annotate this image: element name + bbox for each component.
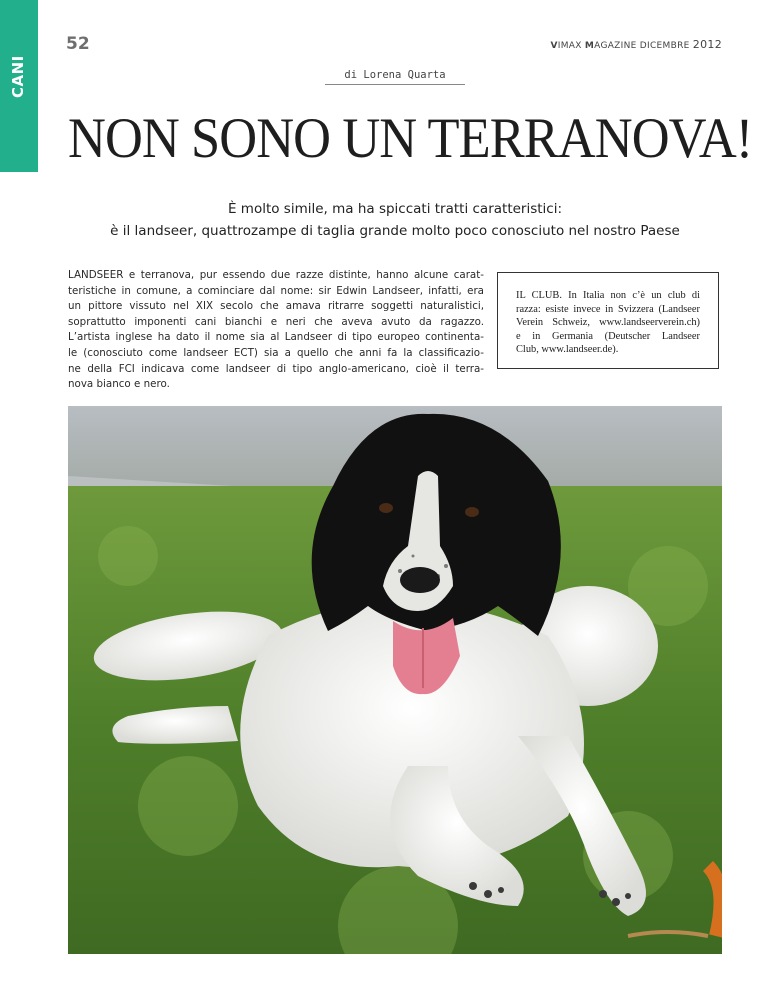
body-line: LANDSEER e terranova, pur essendo due razze distinte, hanno alcune carat- [68,269,484,281]
subtitle-line-2: è il landseer, quattrozampe di taglia grande molto poco conosciuto nel nostro Paese [110,223,680,239]
byline-rule [325,84,465,85]
magazine-masthead [550,38,722,51]
body-line: L’artista inglese ha dato il nome sia al Landseer di tipo europeo continenta- [68,331,484,344]
section-tab [0,0,38,172]
club-line: IL CLUB. In Italia non c’è un club di [516,290,700,301]
club-sidebar-box [497,272,719,369]
body-line: ne della FCI indicava come landseer di tipo anglo-americano, cioè il terra- [68,362,484,375]
subtitle-line-1: È molto simile, ma ha spiccati tratti caratteristici: [227,201,563,217]
body-line: soprattutto imponenti cani bianchi e neri che aveva avuto da ragazzo. [68,315,484,328]
club-line: e in Germania (Deutscher Landseer [516,330,700,342]
headline: NON SONO UN TERRANOVA! [68,107,753,170]
body-line: nova bianco e nero. [68,378,170,391]
page-number: 52 [66,34,90,54]
subtitle [60,198,730,242]
masthead-imax: IMAX [557,41,582,51]
body-line: un pittore vissuto nel XIX secolo che amava ritrarre soggetti naturalistici, [68,300,484,313]
body-text [68,268,484,393]
body-line: le (conosciuto come landseer ECT) sia a quello che anni fa la classificazio- [68,346,484,359]
section-label: CANI [9,55,27,98]
body-line: teristiche in comune, a cominciare dal nome: sir Edwin Landseer, infatti, era [68,284,484,297]
dog-photo-illustration [68,406,722,954]
masthead-month: DICEMBRE [639,41,690,51]
club-line: razza: esiste invece in Svizzera (Landseer [516,303,700,315]
byline: di Lorena Quarta [344,69,446,81]
landseer-dog-photo [68,406,722,954]
masthead-v: V [550,41,558,51]
club-line: Club, www.landseer.de). [516,344,619,355]
masthead-m: M [584,41,595,51]
masthead-year: 2012 [692,38,722,51]
club-line: Verein Schweiz, www.landseerverein.ch) [516,317,700,328]
masthead-agazine: AGAZINE [594,41,637,51]
